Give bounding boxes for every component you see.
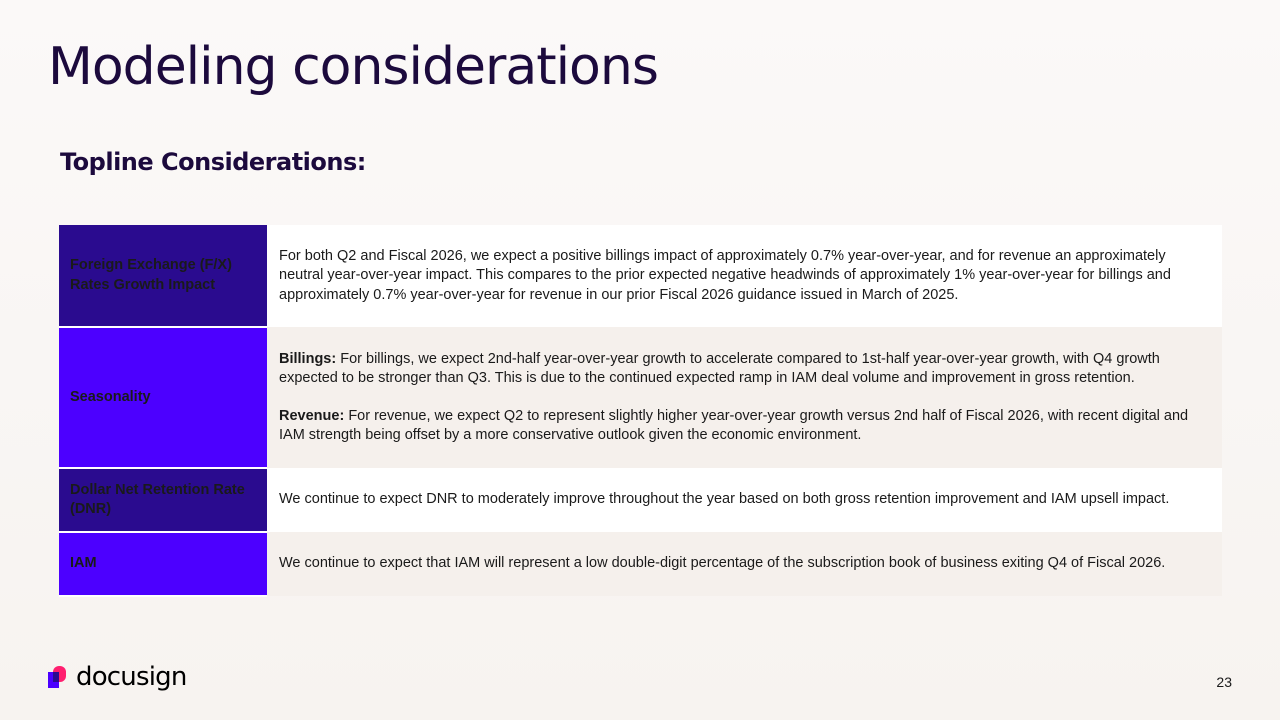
considerations-table xyxy=(59,225,1222,597)
table-row xyxy=(59,225,1222,327)
row-text-seasonality xyxy=(267,327,1222,468)
row-label-iam: IAM xyxy=(59,532,267,596)
billings-text: For billings, we expect 2nd-half year-over-year growth to accelerate compared to 1st-half year-over-year growth, with Q4 growth expected to be stronger than Q3. This is due to the continued expected ramp in IAM deal volume and improvement in gross retention. xyxy=(279,350,1160,386)
row-label-seasonality: Seasonality xyxy=(59,327,267,468)
revenue-heading: Revenue: xyxy=(279,407,345,424)
table-row xyxy=(59,468,1222,532)
page-number: 23 xyxy=(1216,674,1232,690)
billings-heading: Billings: xyxy=(279,350,337,367)
billings-paragraph xyxy=(279,350,1210,389)
table-row xyxy=(59,327,1222,468)
row-label-dnr: Dollar Net Retention Rate (DNR) xyxy=(59,468,267,532)
row-text-dnr: We continue to expect DNR to moderately improve throughout the year based on both gross retention improvement and IAM upsell impact. xyxy=(267,468,1222,532)
logo-wordmark: docusign xyxy=(76,662,187,692)
revenue-paragraph xyxy=(279,407,1210,446)
docusign-logo-icon xyxy=(48,666,70,688)
docusign-logo xyxy=(48,664,187,690)
row-text-iam: We continue to expect that IAM will represent a low double-digit percentage of the subscription book of business exiting Q4 of Fiscal 2026. xyxy=(267,532,1222,596)
revenue-text: For revenue, we expect Q2 to represent slightly higher year-over-year growth versus 2nd half of Fiscal 2026, with recent digital and IAM strength being offset by a more conservative outlook given the economic environment. xyxy=(279,407,1189,443)
row-label-fx: Foreign Exchange (F/X) Rates Growth Impact xyxy=(59,225,267,327)
section-subtitle: Topline Considerations: xyxy=(60,148,366,176)
row-text-fx: For both Q2 and Fiscal 2026, we expect a positive billings impact of approximately 0.7% year-over-year, and for revenue an approximately neutral year-over-year impact. This compares to the prior expected negative headwinds of approximately 1% year-over-year for billings and approximately 0.7% year-over-year for revenue in our prior Fiscal 2026 guidance issued in March of 2025. xyxy=(267,225,1222,327)
slide-title: Modeling considerations xyxy=(48,37,658,97)
table-row xyxy=(59,532,1222,596)
